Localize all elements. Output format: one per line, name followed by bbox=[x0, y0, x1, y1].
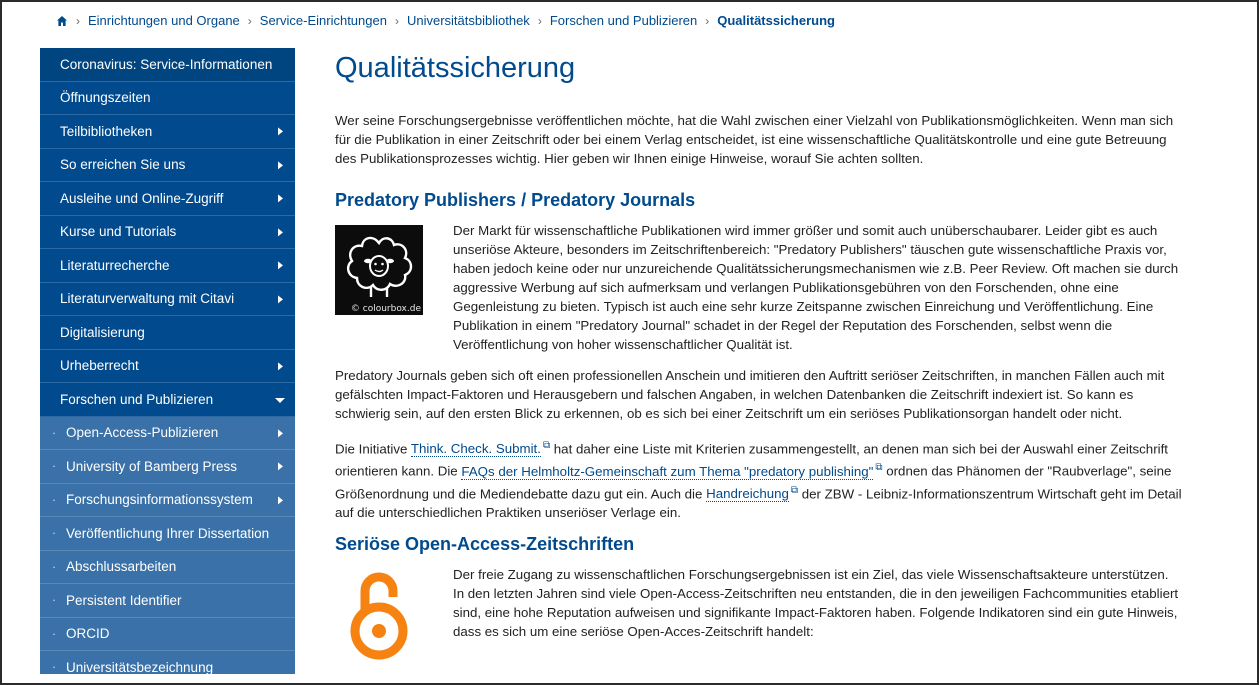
sidebar-item-forschen[interactable] bbox=[40, 383, 295, 417]
text-span: ordnen das Phänomen der "Raubverlage", seine Größenordnung und die Mediendebatte dazu gut ein. Auch die bbox=[335, 463, 1172, 502]
bullet-icon: · bbox=[52, 659, 56, 674]
sidebar-item-label: Urheberrecht bbox=[60, 358, 139, 374]
chevron-right-icon: › bbox=[537, 13, 542, 28]
sidebar-item-label: University of Bamberg Press bbox=[66, 458, 238, 474]
caret-right-icon[interactable] bbox=[278, 195, 283, 203]
sidebar-item-label: Digitalisierung bbox=[60, 324, 145, 340]
caret-right-icon[interactable] bbox=[278, 128, 283, 136]
section-heading-predatory: Predatory Publishers / Predatory Journals bbox=[335, 190, 696, 210]
sidebar-subitem-open-access[interactable] bbox=[40, 417, 295, 451]
predatory-paragraph: Der Markt für wissenschaftliche Publikationen wird immer größer und somit auch unüberschaubarer. Leider gibt es auch unseriöse Akteure, besonders im Zeitschriftenbereich: "Predatory Publishers" täuschen gute wissenschaftliche Praxis vor, haben jedoch keine oder nur unzureichende Qualitätssicherungsmechanismen wie z.B. Peer Review. Oft machen sie durch aggressive Werbung auf sich aufmerksam und verlangen Publikationsgebühren von den Forschenden, ohne eine Gegenleistung zu bieten. Typisch ist auch eine sehr kurze Zeitspanne zwischen Einreichung und Veröffentlichung. Eine Publikation in einem "Predatory Journal" schadet in der Regel der Reputation des Forschenden, selbst wenn die Veröffentlichung von hoher wissenschaftlicher Qualität ist. bbox=[453, 223, 1179, 352]
breadcrumb bbox=[56, 13, 835, 28]
sidebar-item-kurse[interactable] bbox=[40, 216, 295, 250]
sidebar-item-label: Abschlussarbeiten bbox=[66, 559, 177, 575]
text-span: der ZBW - Leibniz-Informationszentrum Wirtschaft geht im Detail auf die unterschiedlichen Praktiken unseriöser Verlage ein. bbox=[335, 486, 1182, 521]
sidebar-subitem-pid[interactable] bbox=[40, 584, 295, 618]
external-link-icon: ⧉ bbox=[542, 440, 551, 451]
caret-right-icon[interactable] bbox=[278, 161, 283, 169]
sidebar-item-label: Open-Access-Publizieren bbox=[66, 425, 219, 441]
bullet-icon: · bbox=[52, 425, 56, 440]
sidebar-item-label: Literaturrecherche bbox=[60, 257, 170, 273]
handreichung-link[interactable]: Handreichung bbox=[706, 486, 789, 502]
caret-right-icon[interactable] bbox=[278, 429, 283, 437]
text-span: Die Initiative bbox=[335, 441, 411, 457]
predatory-paragraph-2: Predatory Journals geben sich oft einen professionellen Anschein und imitieren den Auftritt seriöser Zeitschriften, in manchen Fällen auch mit gefälschten Impact-Faktoren und Herausgebern und falschen Angaben, in welchen Datenbanken die Zeitschrift indexiert ist. So kann es schwierig sein, auf den ersten Blick zu erkennen, ob es sich bei einer Zeitschrift um ein seriöses Publikationsorgan handelt oder nicht. bbox=[335, 368, 1165, 421]
main-content bbox=[335, 48, 1185, 639]
sidebar-subitem-fis[interactable] bbox=[40, 484, 295, 518]
sidebar-subitem-abschlussarbeiten[interactable] bbox=[40, 551, 295, 585]
sidebar-item-label: So erreichen Sie uns bbox=[60, 157, 186, 173]
sheep-image bbox=[335, 225, 423, 315]
sidebar-item-oeffnungszeiten[interactable] bbox=[40, 82, 295, 116]
open-access-logo bbox=[349, 569, 409, 661]
home-icon[interactable] bbox=[56, 15, 68, 27]
caret-down-icon[interactable] bbox=[275, 398, 285, 403]
sidebar-item-label: Ausleihe und Online-Zugriff bbox=[60, 190, 224, 206]
section-heading-open-access: Seriöse Open-Access-Zeitschriften bbox=[335, 534, 635, 554]
initiative-paragraph bbox=[335, 436, 1183, 522]
image-credit: © colourbox.de bbox=[350, 304, 421, 314]
bullet-icon: · bbox=[52, 592, 56, 607]
caret-right-icon[interactable] bbox=[278, 463, 283, 471]
sidebar-subitem-orcid[interactable] bbox=[40, 618, 295, 652]
sidebar-item-label: Öffnungszeiten bbox=[60, 90, 151, 106]
bullet-icon: · bbox=[52, 559, 56, 574]
breadcrumb-item[interactable]: Service-Einrichtungen bbox=[259, 13, 387, 28]
sidebar-item-label: Coronavirus: Service-Informationen bbox=[60, 56, 273, 72]
sidebar-item-coronavirus[interactable] bbox=[40, 48, 295, 82]
sidebar-item-ausleihe[interactable] bbox=[40, 182, 295, 216]
chevron-right-icon: › bbox=[394, 13, 399, 28]
sidebar-item-anfahrt[interactable] bbox=[40, 149, 295, 183]
bullet-icon: · bbox=[52, 626, 56, 641]
caret-right-icon[interactable] bbox=[278, 295, 283, 303]
breadcrumb-item[interactable]: Einrichtungen und Organe bbox=[88, 13, 240, 28]
sidebar-item-literaturrecherche[interactable] bbox=[40, 249, 295, 283]
intro-paragraph: Wer seine Forschungsergebnisse veröffentlichen möchte, hat die Wahl zwischen einer Vielzahl von Publikationsmöglichkeiten. Wenn man sich für die Publikation in einer Zeitschrift oder bei einem Verlag entscheidet, ist eine wissenschaftliche Qualitätskontrolle und eine gute Betreuung des Publikationsprozesses wichtig. Hier geben wir Ihnen einige Hinweise, worauf Sie achten sollten. bbox=[335, 113, 1174, 166]
sidebar-item-teilbibliotheken[interactable] bbox=[40, 115, 295, 149]
black-sheep-icon bbox=[335, 225, 423, 303]
chevron-right-icon: › bbox=[247, 13, 252, 28]
sidebar-item-citavi[interactable] bbox=[40, 283, 295, 317]
sidebar-item-label: Forschungsinformationssystem bbox=[66, 492, 253, 508]
sidebar-item-digitalisierung[interactable] bbox=[40, 316, 295, 350]
chevron-right-icon: › bbox=[705, 13, 710, 28]
sidebar-item-label: ORCID bbox=[66, 626, 110, 642]
sidebar-item-urheberrecht[interactable] bbox=[40, 350, 295, 384]
caret-right-icon[interactable] bbox=[278, 496, 283, 504]
sidebar-subitem-press[interactable] bbox=[40, 450, 295, 484]
caret-right-icon[interactable] bbox=[278, 262, 283, 270]
external-link-icon: ⧉ bbox=[875, 462, 883, 474]
sidebar-item-label: Veröffentlichung Ihrer Dissertation bbox=[66, 525, 270, 541]
sidebar-item-label: Kurse und Tutorials bbox=[60, 224, 177, 240]
breadcrumb-item[interactable]: Forschen und Publizieren bbox=[549, 13, 698, 28]
breadcrumb-item[interactable]: Universitätsbibliothek bbox=[406, 13, 530, 28]
think-check-submit-link[interactable]: Think. Check. Submit. bbox=[410, 441, 541, 457]
chevron-right-icon: › bbox=[76, 13, 80, 28]
sidebar-item-label: Universitätsbezeichnung bbox=[66, 659, 214, 674]
helmholtz-faq-link[interactable]: FAQs der Helmholtz-Gemeinschaft zum Thema "predatory publishing" bbox=[461, 463, 874, 479]
open-access-paragraph: Der freie Zugang zu wissenschaftlichen Forschungsergebnissen ist ein Ziel, das viele Wissenschaftsakteure unterstützen. In den letzten Jahren sind viele Open-Access-Zeitschriften neu entstanden, die in den jeweiligen Fachcommunities etabliert sind, eine hohe Reputation aufweisen und signifikante Impact-Faktoren haben. Folgende Indikatoren sind ein gute Hinweis, dass es sich um eine seriöse Open-Acces-Zeitschrift handelt: bbox=[453, 567, 1179, 639]
sidebar-item-label: Persistent Identifier bbox=[66, 592, 182, 608]
caret-right-icon[interactable] bbox=[278, 228, 283, 236]
sidebar-subitem-unibezeichnung[interactable] bbox=[40, 651, 295, 674]
page-title: Qualitätssicherung bbox=[335, 52, 576, 84]
sidebar-item-label: Teilbibliotheken bbox=[60, 123, 153, 139]
bullet-icon: · bbox=[52, 458, 56, 473]
sidebar-nav bbox=[40, 48, 295, 674]
breadcrumb-current: Qualitätssicherung bbox=[717, 13, 835, 28]
sidebar-item-label: Literaturverwaltung mit Citavi bbox=[60, 291, 235, 307]
text-span: hat daher eine Liste mit Kriterien zusammengestellt, an denen man sich bei der Auswahl einer Zeitschrift orientieren kann. Die bbox=[335, 441, 1168, 479]
sidebar-subitem-dissertation[interactable] bbox=[40, 517, 295, 551]
sidebar-item-label: Forschen und Publizieren bbox=[60, 391, 214, 407]
caret-right-icon[interactable] bbox=[278, 362, 283, 370]
bullet-icon: · bbox=[52, 492, 56, 507]
bullet-icon: · bbox=[52, 525, 56, 540]
external-link-icon: ⧉ bbox=[790, 484, 799, 496]
